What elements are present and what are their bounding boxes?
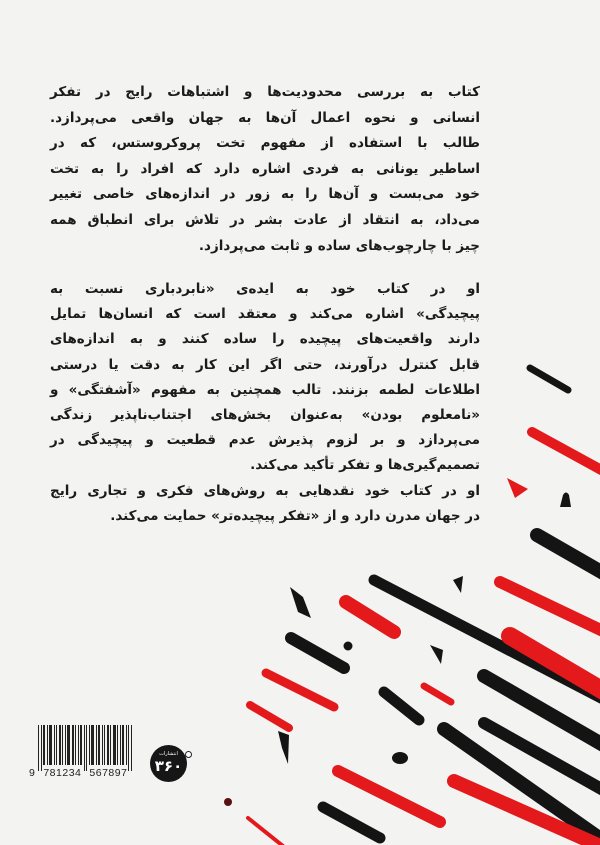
barcode-bar [72, 725, 74, 765]
barcode-bar [67, 725, 70, 765]
barcode-bar [38, 725, 39, 771]
description-paragraph-2 [50, 277, 480, 529]
barcode-bar [91, 725, 94, 765]
isbn-group-1: 781234 [43, 767, 82, 779]
publisher-logo-label: انتشارات [159, 751, 178, 757]
text-line: خود می‌بست و آن‌ها را به زور در اندازه‌های خاصی تغییر [50, 186, 480, 203]
text-line: کتاب به بررسی محدودیت‌ها و اشتباهات رایج در تفکر [50, 84, 480, 100]
barcode-bar [86, 725, 87, 771]
barcode-bar [131, 725, 132, 771]
text-line: «نامعلوم بودن» به‌عنوان بخش‌های اجتناب‌ناپذیر زندگی [50, 406, 480, 423]
barcode-bar [59, 725, 61, 765]
text-line: او در کتاب خود به ایده‌ی «نابردباری نسبت به [50, 281, 480, 297]
text-line: تصمیم‌گیری‌ها و تفکر تأکید می‌کند. [250, 457, 480, 474]
barcode-bar [107, 725, 109, 765]
barcode-bar [110, 725, 111, 765]
text-line: او در کتاب خود نقدهایی به روش‌های فکری و تجاری رایج [50, 482, 480, 499]
barcode-bar [89, 725, 90, 765]
barcode-bar [98, 725, 100, 765]
text-line: اطلاعات لطمه بزنند. تالب همچنین به مفهوم «آشفتگی» و [50, 381, 480, 398]
isbn-first-digit: 9 [29, 767, 36, 779]
isbn-group-2: 567897 [89, 767, 128, 779]
text-line: دارند واقعیت‌های پیچیده را ساده کنند و به اندازه‌های [50, 331, 480, 348]
barcode-bar [104, 725, 105, 765]
text-line: طالب با استفاده از مفهوم تخت پروکروستس، که در [50, 135, 480, 152]
publisher-logo-number: ۳۶۰ [154, 757, 183, 775]
barcode-bar [54, 725, 55, 765]
isbn-number [29, 767, 149, 779]
text-line: می‌پردازد و بر لزوم پذیرش عدم قطعیت و پیچیدگی در [50, 432, 480, 449]
text-line: در جهان مدرن دارد و از «تفکر پیچیده‌تر» حمایت می‌کند. [110, 507, 480, 524]
barcode-bar [41, 725, 42, 771]
isbn-barcode [38, 725, 144, 765]
registered-mark-icon [185, 751, 192, 758]
barcode-bar [96, 725, 97, 765]
text-line: پیچیدگی» اشاره می‌کند و معتقد است که انسان‌ها تمایل [50, 306, 480, 323]
barcode-bar [80, 725, 82, 765]
text-line: انسانی و نحوه اعمال آن‌ها به جهان واقعی می‌پردازد. [50, 109, 480, 126]
text-line: قابل کنترل درآورند، حتی اگر این کار به دقت یا درستی [50, 356, 480, 373]
barcode-bar [113, 725, 116, 765]
barcode-bar [78, 725, 79, 765]
barcode-bar [62, 725, 63, 765]
barcode-bar [128, 725, 129, 771]
barcode-bar [126, 725, 127, 765]
barcode-bar [84, 725, 85, 771]
text-line: اساطیر یونانی به فردی اشاره دارد که افراد را به تخت [50, 160, 480, 177]
description-paragraph-1 [50, 80, 480, 259]
publisher-logo [150, 745, 187, 782]
text-line: چیز با چارچوب‌های ساده و ثابت می‌پردازد. [198, 237, 480, 254]
barcode-bar [122, 725, 124, 765]
barcode-bar [65, 725, 66, 765]
barcode-bar [120, 725, 121, 765]
barcode-bar [49, 725, 52, 765]
barcode-bar [43, 725, 45, 765]
barcode-bar [56, 725, 57, 765]
barcode-bar [75, 725, 76, 765]
barcode-bar [102, 725, 103, 765]
barcode-bar [117, 725, 118, 765]
barcode-bar [47, 725, 48, 765]
text-line: می‌داد، به انتقاد از عادت بشر در تلاش برای انطباق همه [50, 211, 480, 228]
